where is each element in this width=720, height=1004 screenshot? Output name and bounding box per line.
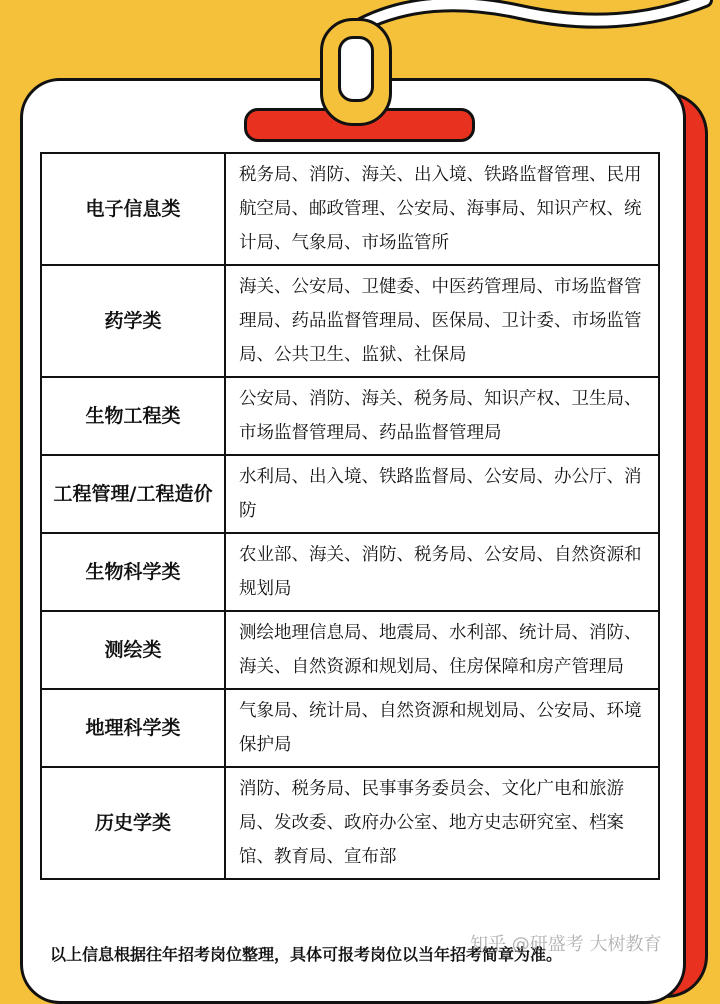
table-row [41, 767, 659, 879]
department-list: 水利局、出入境、铁路监督局、公安局、办公厅、消防 [225, 455, 659, 533]
category-name: 历史学类 [41, 767, 225, 879]
category-name: 地理科学类 [41, 689, 225, 767]
table-row [41, 455, 659, 533]
category-table-body [41, 153, 659, 879]
clip-hole [338, 36, 374, 102]
table-row [41, 265, 659, 377]
footer-note: 以上信息根据往年招考岗位整理，具体可报考岗位以当年招考简章为准。 [50, 945, 563, 964]
category-name: 药学类 [41, 265, 225, 377]
department-list: 海关、公安局、卫健委、中医药管理局、市场监督管理局、药品监督管理局、医保局、卫计委、市场监管局、公共卫生、监狱、社保局 [225, 265, 659, 377]
department-list: 公安局、消防、海关、税务局、知识产权、卫生局、市场监督管理局、药品监督管理局 [225, 377, 659, 455]
category-name: 电子信息类 [41, 153, 225, 265]
category-name: 测绘类 [41, 611, 225, 689]
department-list: 税务局、消防、海关、出入境、铁路监督管理、民用航空局、邮政管理、公安局、海事局、知识产权、统计局、气象局、市场监管所 [225, 153, 659, 265]
category-table [40, 152, 660, 880]
department-list: 气象局、统计局、自然资源和规划局、公安局、环境保护局 [225, 689, 659, 767]
table-row [41, 377, 659, 455]
table-row [41, 153, 659, 265]
department-list: 测绘地理信息局、地震局、水利部、统计局、消防、海关、自然资源和规划局、住房保障和房产管理局 [225, 611, 659, 689]
watermark: 知乎 @研盛考 大树教育 [470, 934, 662, 955]
department-list: 消防、税务局、民事事务委员会、文化广电和旅游局、发改委、政府办公室、地方史志研究室、档案馆、教育局、宣布部 [225, 767, 659, 879]
table-row [41, 611, 659, 689]
category-name: 工程管理/工程造价 [41, 455, 225, 533]
department-list: 农业部、海关、消防、税务局、公安局、自然资源和规划局 [225, 533, 659, 611]
category-name: 生物工程类 [41, 377, 225, 455]
table-row [41, 689, 659, 767]
table-row [41, 533, 659, 611]
category-name: 生物科学类 [41, 533, 225, 611]
